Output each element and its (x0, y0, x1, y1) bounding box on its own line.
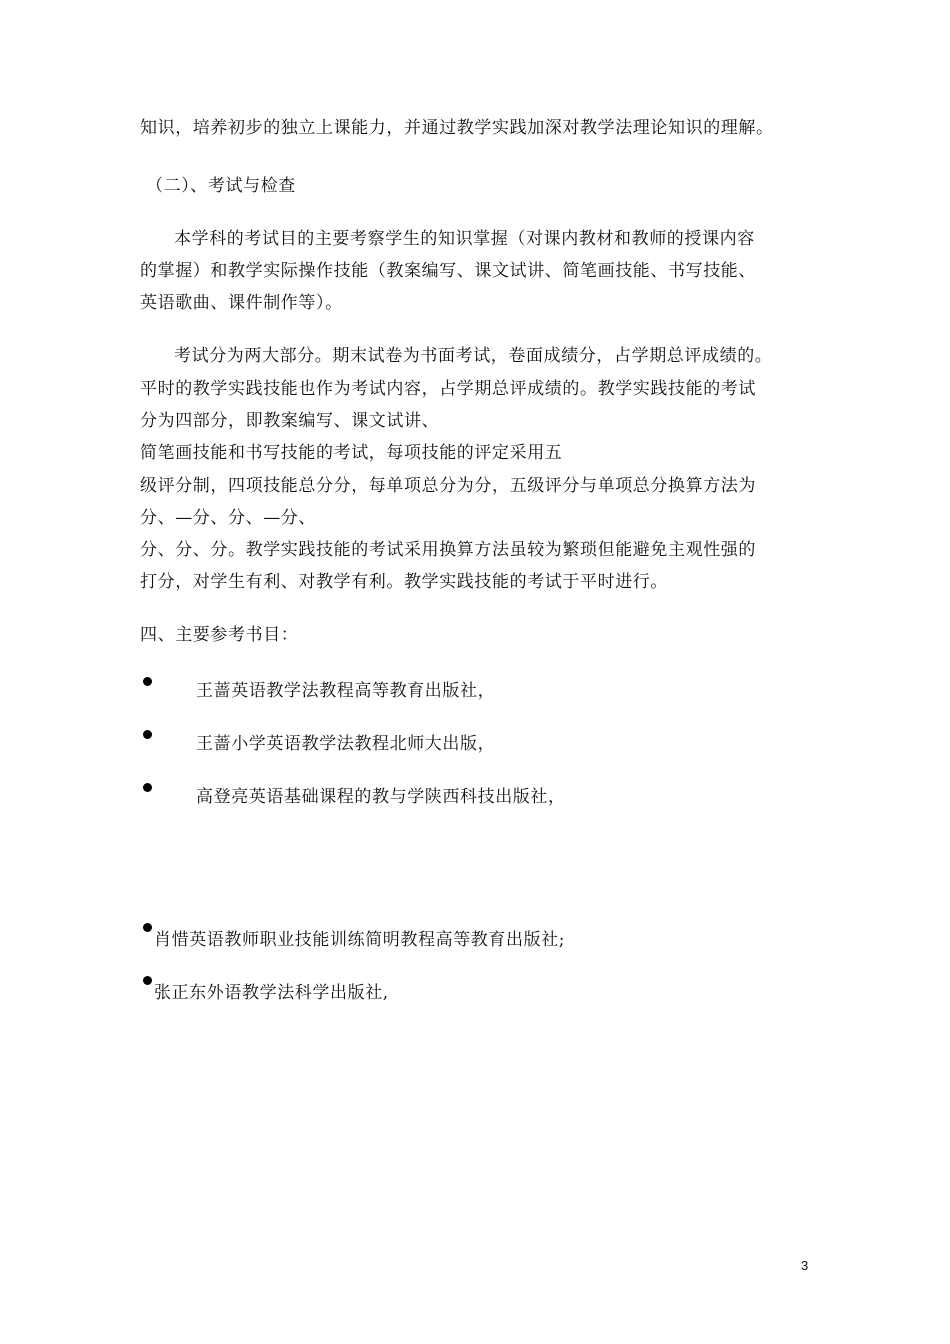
bullet-dot-icon (143, 677, 152, 686)
reference-item: 王蔷英语教学法教程高等教育出版社， (196, 681, 496, 701)
reference-item: 王蔷小学英语教学法教程北师大出版， (196, 734, 496, 754)
exam-para2-line-5: 级评分制，四项技能总分分，每单项总分为分，五级评分与单项总分换算方法为 (140, 476, 756, 496)
exam-para2-line-2: 平时的教学实践技能也作为考试内容，占学期总评成绩的。教学实践技能的考试 (140, 379, 756, 399)
exam-para2-line-3: 分为四部分，即教案编写、课文试讲、 (140, 411, 440, 431)
bullet-dot-icon (143, 976, 152, 985)
bullet-dot-icon (143, 923, 152, 932)
section-heading-exam: （二）、考试与检查 (146, 176, 296, 196)
page-number: 3 (801, 1258, 809, 1273)
exam-para2-line-8: 打分，对学生有利、对教学有利。教学实践技能的考试于平时进行。 (140, 572, 668, 592)
exam-para2-line-6: 分、—分、分、—分、 (140, 508, 316, 528)
exam-para1-line-3: 英语歌曲、课件制作等）。 (140, 293, 343, 313)
paragraph-intro-line: 知识，培养初步的独立上课能力，并通过教学实践加深对教学法理论知识的理解。 (140, 118, 774, 138)
reference-item: 张正东外语教学法科学出版社, (154, 983, 389, 1003)
bullet-dot-icon (143, 730, 152, 739)
section-heading-references: 四、主要参考书目： (140, 625, 299, 645)
exam-para2-line-7: 分、分、分。教学实践技能的考试采用换算方法虽较为繁琐但能避免主观性强的 (140, 540, 756, 560)
exam-para1-line-1: 本学科的考试目的主要考察学生的知识掌握（对课内教材和教师的授课内容 (174, 229, 755, 249)
exam-para2-line-1: 考试分为两大部分。期末试卷为书面考试，卷面成绩分，占学期总评成绩的。 (174, 346, 773, 366)
reference-item: 肖惜英语教师职业技能训练简明教程高等教育出版社; (154, 930, 566, 950)
reference-item: 高登亮英语基础课程的教与学陕西科技出版社， (196, 787, 566, 807)
exam-para2-line-4: 简笔画技能和书写技能的考试，每项技能的评定采用五 (140, 443, 563, 463)
exam-para1-line-2: 的掌握）和教学实际操作技能（教案编写、课文试讲、简笔画技能、书写技能、 (140, 261, 756, 281)
bullet-dot-icon (143, 783, 152, 792)
